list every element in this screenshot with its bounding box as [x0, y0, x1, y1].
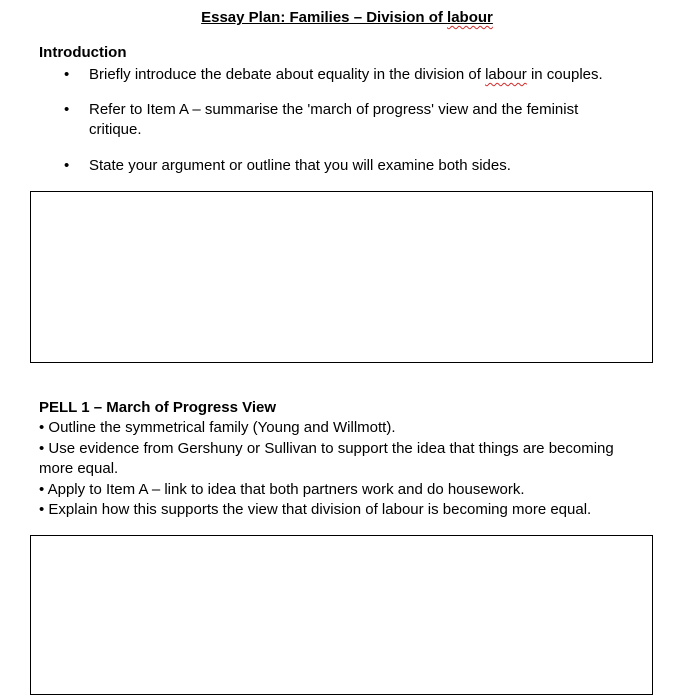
- document-title: [0, 9, 694, 27]
- bullet-icon: •: [64, 101, 70, 118]
- pell1-point-2: • Use evidence from Gershuny or Sullivan to support the idea that things are becoming more equal.: [39, 439, 614, 477]
- bullet-icon: •: [64, 157, 70, 174]
- title-text: [201, 9, 493, 26]
- intro-bullet-3-text: State your argument or outline that you will examine both sides.: [89, 157, 511, 174]
- pell1-heading: PELL 1 – March of Progress View: [39, 399, 277, 416]
- pell1-point-4: • Explain how this supports the view that division of labour is becoming more equal.: [39, 501, 592, 518]
- bullet-icon: •: [64, 66, 70, 83]
- intro-bullet-1-after: in couples.: [526, 66, 603, 83]
- title-flagged-word: labour: [447, 9, 493, 26]
- pell1-points: [39, 418, 649, 521]
- title-prefix: Essay Plan: Families – Division of: [201, 9, 448, 26]
- pell1-answer-box[interactable]: [30, 535, 653, 695]
- intro-bullet-1-before: Briefly introduce the debate about equality in the division of: [89, 66, 486, 83]
- pell1-point-1: • Outline the symmetrical family (Young and Willmott).: [39, 419, 396, 436]
- introduction-heading: Introduction: [39, 44, 127, 61]
- introduction-answer-box[interactable]: [30, 191, 653, 363]
- pell1-point-3: • Apply to Item A – link to idea that both partners work and do housework.: [39, 480, 525, 498]
- intro-bullet-2-text: Refer to Item A – summarise the 'march of progress' view and the feminist critique.: [89, 101, 579, 138]
- intro-bullet-1-text: [89, 65, 629, 85]
- intro-bullet-1-flagged-word: labour: [485, 66, 527, 83]
